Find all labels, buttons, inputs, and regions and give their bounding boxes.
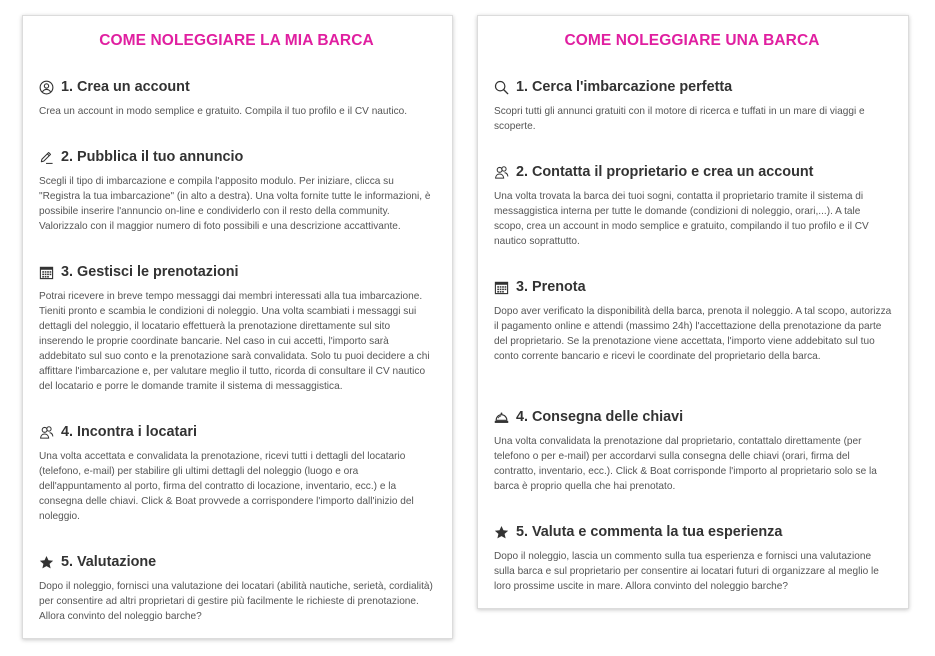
step-description: Dopo il noleggio, fornisci una valutazione dei locatari (abilità nautiche, serietà, cordialità) per consentire ad altri proprietari di gestire più facilmente le richieste di prenotazione. Allora convinto del noleggio barche?	[39, 581, 433, 622]
step-title: 4. Incontra i locatari	[61, 424, 197, 440]
star-icon	[39, 555, 54, 570]
owner-step-3	[39, 264, 436, 394]
step-title: 5. Valutazione	[61, 554, 157, 570]
step-title: 1. Crea un account	[61, 79, 190, 95]
card-title: COME NOLEGGIARE UNA BARCA	[564, 32, 820, 49]
renter-step-4	[494, 409, 892, 494]
step-description: Una volta convalidata la prenotazione dal proprietario, contattalo direttamente (per telefono o per e-mail) per accordarvi sulla consegna delle chiavi (orari, firma del contratto, inventario, ecc.). Click & Boat corrisponde l'importo al proprietario solo se la barca è proprio quella che hai prenotato.	[494, 436, 877, 492]
owner-guide-card	[22, 15, 453, 639]
step-description: Dopo aver verificato la disponibilità della barca, prenota il noleggio. A tal scopo, autorizza il pagamento online e attendi (massimo 24h) l'accettazione della prenotazione da parte del proprietario. Se la prenotazione viene accettata, l'importo viene addebitato sul tuo conto corrente bancario e ricevi le coordinate del proprietario della barca.	[494, 306, 892, 362]
renter-step-2	[494, 164, 892, 249]
step-title: 2. Pubblica il tuo annuncio	[61, 149, 244, 165]
star-icon	[494, 525, 509, 540]
card-title: COME NOLEGGIARE LA MIA BARCA	[99, 32, 374, 49]
pencil-icon	[39, 150, 54, 165]
renter-step-1	[494, 79, 892, 134]
renter-step-5	[494, 524, 892, 594]
owner-step-1	[39, 79, 436, 119]
owner-step-5	[39, 554, 436, 624]
step-description: Crea un account in modo semplice e gratuito. Compila il tuo profilo e il CV nautico.	[39, 106, 408, 117]
step-description: Potrai ricevere in breve tempo messaggi dai membri interessati alla tua imbarcazione. Tieniti pronto e scambia le condizioni di noleggio. Una volta scambiati i messaggi sui dettagli del noleggio, il locatario effettuerà la prenotazione direttamente sul sito inserendo le proprie coordinate bancarie. Nel caso in cui accetti, l'importo sarà addebitato sul suo conto e la prenotazione sarà convalidata. Solo tu puoi decidere a chi affittare l'imbarcazione e, per valutare meglio il tutto, ricorda di consultare il CV nautico del locatario e porre le domande tramite il sistema di messaggistica.	[39, 291, 430, 392]
user-circle-icon	[39, 80, 54, 95]
users-icon	[39, 425, 54, 440]
step-description: Scopri tutti gli annunci gratuiti con il motore di ricerca e tuffati in un mare di viaggi e scoperte.	[494, 106, 865, 132]
step-title: 3. Gestisci le prenotazioni	[61, 264, 239, 280]
calendar-icon	[39, 265, 54, 280]
step-title: 5. Valuta e commenta la tua esperienza	[516, 524, 783, 540]
step-title: 2. Contatta il proprietario e crea un account	[516, 164, 814, 180]
bell-service-icon	[494, 410, 509, 425]
renter-step-3	[494, 279, 892, 364]
step-description: Scegli il tipo di imbarcazione e compila l'apposito modulo. Per iniziare, clicca su "Registra la tua imbarcazione" (in alto a destra). Una volta fornite tutte le informazioni, è possibile inserire l'annuncio on-line e condividerlo con il resto della community. Valorizzalo con il maggior numero di foto possibili e una descrizione accattivante.	[39, 176, 431, 232]
owner-step-4	[39, 424, 436, 524]
owner-step-2	[39, 149, 436, 234]
step-title: 1. Cerca l'imbarcazione perfetta	[516, 79, 733, 95]
search-icon	[494, 80, 509, 95]
step-title: 4. Consegna delle chiavi	[516, 409, 684, 425]
calendar-icon	[494, 280, 509, 295]
step-description: Dopo il noleggio, lascia un commento sulla tua esperienza e fornisci una valutazione sulla barca e sul proprietario per consentire ai locatari futuri di organizzare al meglio le loro prossime uscite in mare. Allora convinto del noleggio barche?	[494, 551, 879, 592]
users-icon	[494, 165, 509, 180]
renter-guide-card	[477, 15, 909, 609]
step-description: Una volta accettata e convalidata la prenotazione, ricevi tutti i dettagli del locatario (telefono, e-mail) per stabilire gli ultimi dettagli del noleggio (luogo e ora dell'appuntamento al porto, firma del contratto di locazione, inventario, ecc.) e la consegna delle chiavi. Click & Boat provvede a corrispondere l'importo dall'inizio del noleggio.	[39, 451, 414, 522]
step-description: Una volta trovata la barca dei tuoi sogni, contatta il proprietario tramite il sistema di messaggistica interna per tutte le domande (condizioni di noleggio, orari,...). A tale scopo, crea un account in modo semplice e gratuito, compilando il tuo profilo e il CV nautico soprattutto.	[494, 191, 869, 247]
step-title: 3. Prenota	[516, 279, 586, 295]
